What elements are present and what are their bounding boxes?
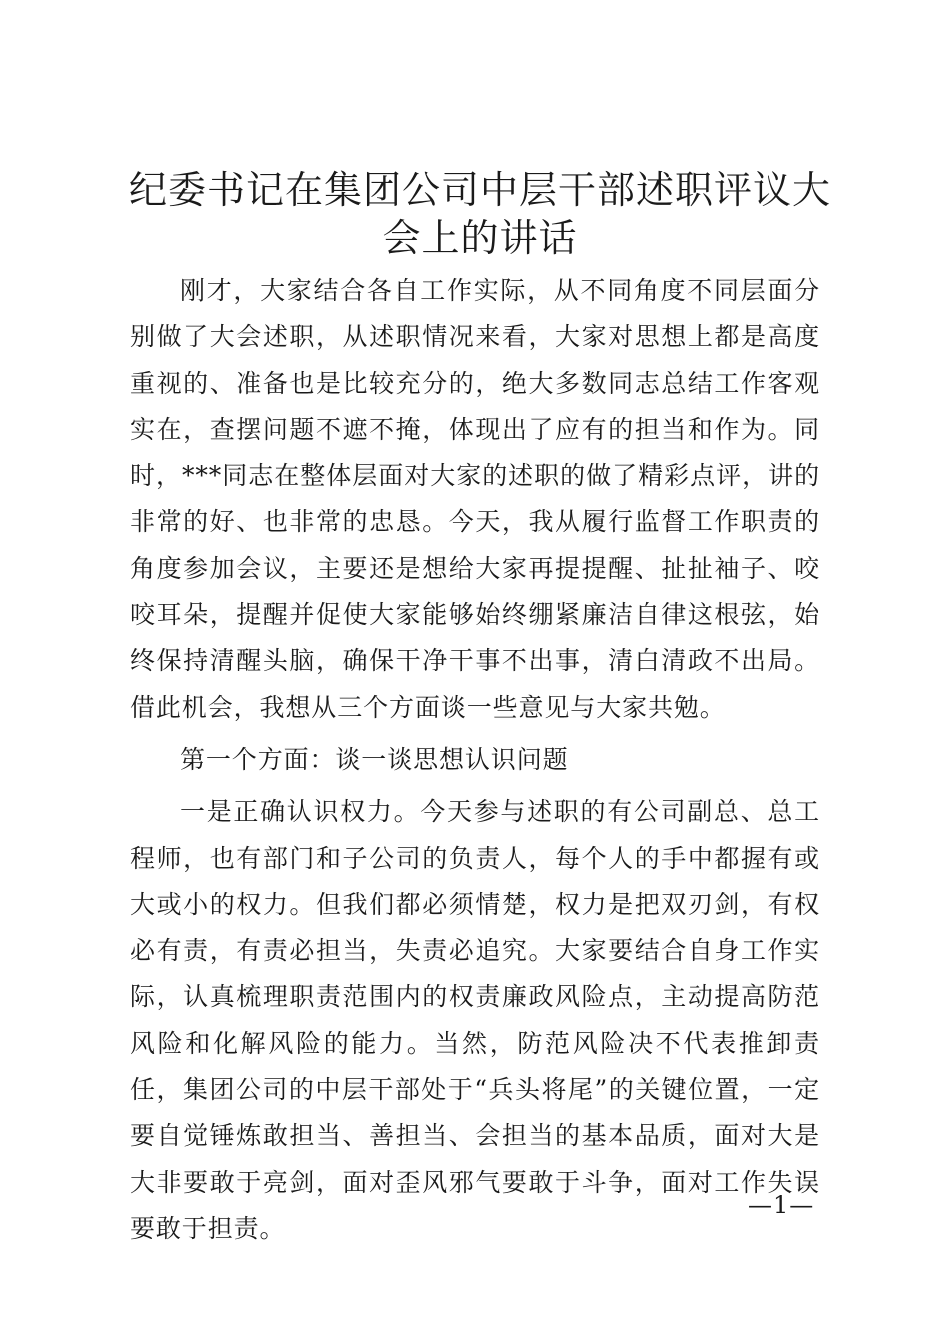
document-title: 纪委书记在集团公司中层干部述职评议大会上的讲话 — [128, 168, 831, 260]
paragraph-power: 一是正确认识权力。今天参与述职的有公司副总、总工程师，也有部门和子公司的负责人，每个人的手中都握有或大或小的权力。但我们都必须情楚，权力是把双刃剑，有权必有责，有责必担当，失责必追究。大家要结合自身工作实际，认真梳理职责范围内的权责廉政风险点，主动提高防范风险和化解风险的能力。当然，防范风险决不代表推卸责任，集团公司的中层干部处于“兵头将尾”的关键位置，一定要自觉锤炼敢担当、善担当、会担当的基本品质，面对大是大非要敢于亮剑，面对歪风邪气要敢于斗争，面对工作失误要敢于担责。 — [130, 797, 820, 1243]
document-body — [130, 268, 820, 1258]
paragraph-intro: 刚才，大家结合各自工作实际，从不同角度不同层面分别做了大会述职，从述职情况来看，大家对思想上都是高度重视的、准备也是比较充分的，绝大多数同志总结工作客观实在，查摆问题不遮不掩，体现出了应有的担当和作为。同时，***同志在整体层面对大家的述职的做了精彩点评，讲的非常的好、也非常的忠恳。今天，我从履行监督工作职责的角度参加会议，主要还是想给大家再提提醒、扯扯袖子、咬咬耳朵，提醒并促使大家能够始终绷紧廉洁自律这根弦，始终保持清醒头脑，确保干净干事不出事，清白清政不出局。借此机会，我想从三个方面谈一些意见与大家共勉。 — [130, 276, 820, 722]
page-number: —1— — [748, 1191, 815, 1219]
section-heading: 第一个方面：谈一谈思想认识问题 — [180, 744, 569, 774]
